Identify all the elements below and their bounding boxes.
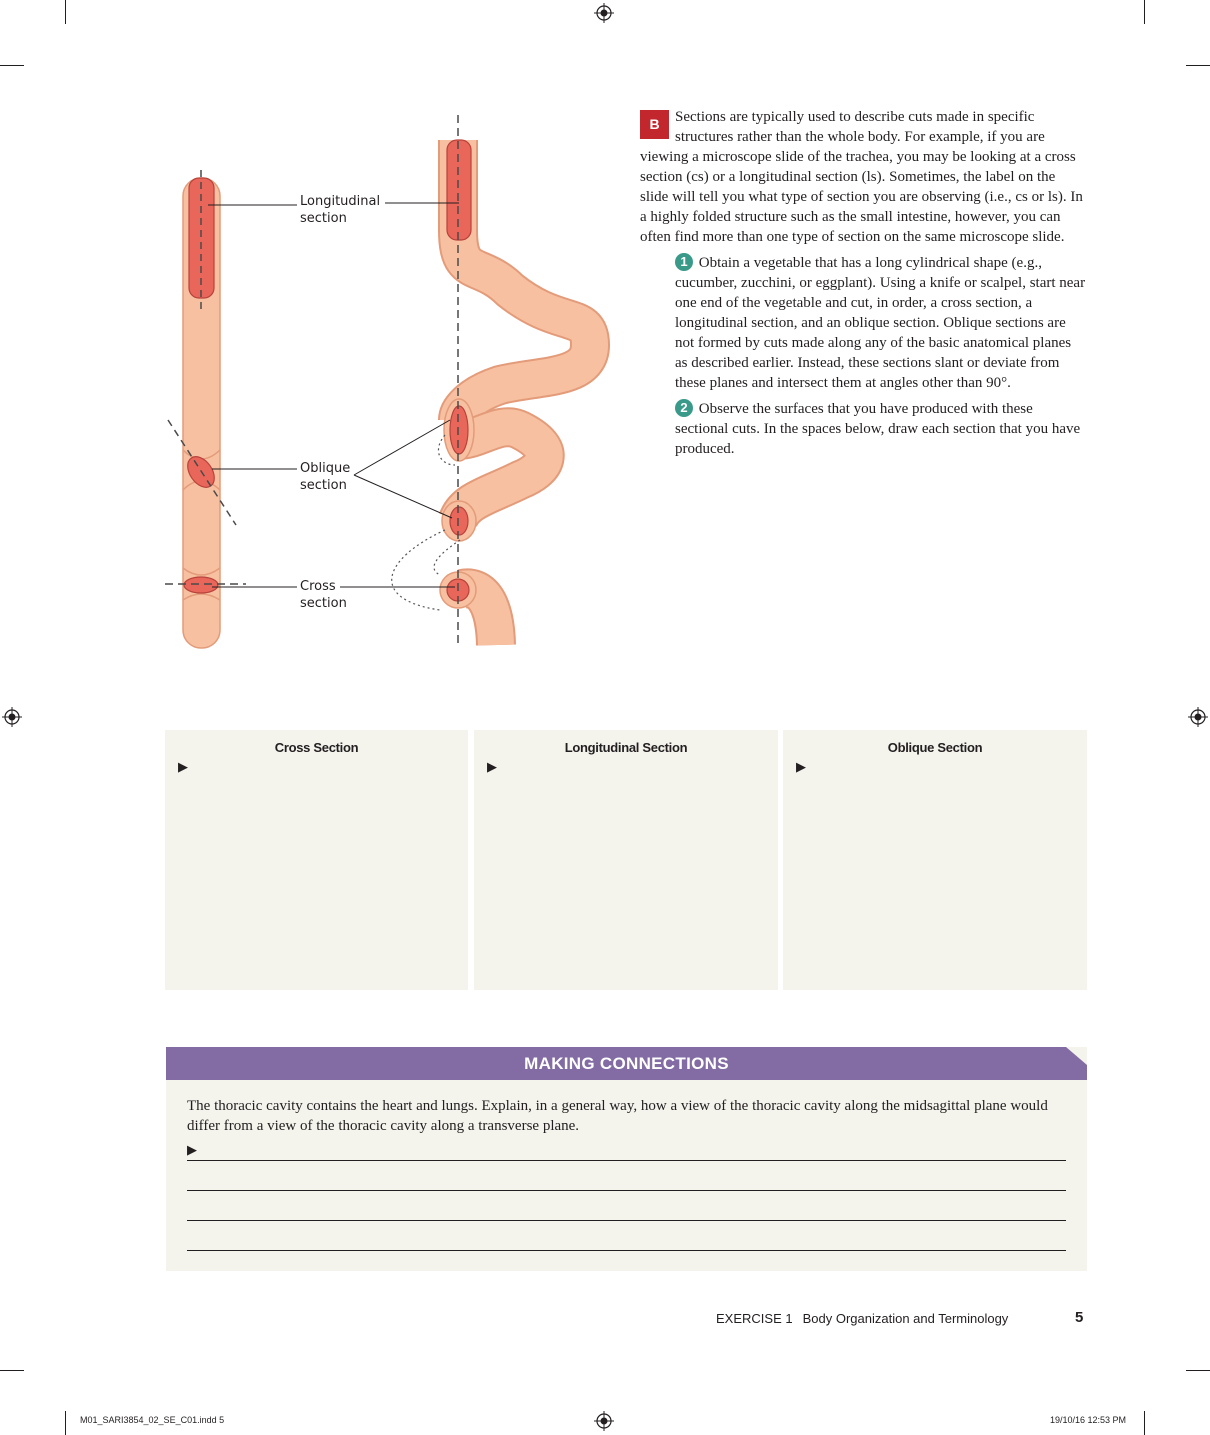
step-number: 1 bbox=[675, 253, 693, 271]
arrow-icon: ▶ bbox=[187, 1143, 197, 1158]
label-line: section bbox=[300, 211, 347, 226]
arrow-icon: ▶ bbox=[487, 760, 497, 775]
straight-tube bbox=[165, 170, 246, 648]
crop-mark bbox=[1144, 1411, 1145, 1435]
making-connections-title: MAKING CONNECTIONS bbox=[524, 1054, 729, 1073]
label-line: Longitudinal bbox=[300, 194, 381, 209]
section-b-intro bbox=[640, 107, 1086, 247]
exercise-label: EXERCISE 1 bbox=[716, 1311, 793, 1326]
crop-mark bbox=[1186, 1370, 1210, 1371]
step-1 bbox=[675, 253, 1086, 393]
page-number: 5 bbox=[1075, 1309, 1084, 1326]
label-line: section bbox=[300, 596, 347, 611]
cross-section-label bbox=[300, 578, 390, 612]
answer-line[interactable] bbox=[187, 1250, 1066, 1251]
answer-line[interactable] bbox=[187, 1220, 1066, 1221]
step-2 bbox=[675, 399, 1086, 459]
label-line: Cross bbox=[300, 579, 336, 594]
crop-mark bbox=[0, 1370, 24, 1371]
arrow-icon: ▶ bbox=[178, 760, 188, 775]
section-b bbox=[640, 107, 1086, 459]
box-title: Longitudinal Section bbox=[564, 740, 688, 755]
section-badge: B bbox=[640, 110, 669, 139]
crop-mark bbox=[1144, 0, 1145, 24]
answer-line[interactable] bbox=[187, 1160, 1066, 1161]
longitudinal-section-label bbox=[300, 193, 390, 227]
box-title: Cross Section bbox=[274, 740, 359, 755]
oblique-section-label bbox=[300, 460, 390, 494]
leader-lines bbox=[208, 203, 459, 587]
crop-mark bbox=[65, 1411, 66, 1435]
step-number: 2 bbox=[675, 399, 693, 417]
registration-mark-icon bbox=[1188, 707, 1208, 727]
sections-figure bbox=[150, 105, 620, 659]
crop-mark bbox=[65, 0, 66, 24]
file-slug: M01_SARI3854_02_SE_C01.indd 5 bbox=[80, 1415, 225, 1425]
longitudinal-section-drawing-box[interactable] bbox=[474, 730, 778, 990]
step-text: Obtain a vegetable that has a long cylindrical shape (e.g., cucumber, zucchini, or eggplant). Using a knife or scalpel, start near one end of the vegetable and cut, in order, a cross section, a longitudinal section, and an oblique section. Oblique sections are not formed by cuts made along any of the basic anatomical planes as described earlier. Instead, these sections slant or deviate from these planes and intersect them at angles other than 90°. bbox=[675, 255, 1086, 391]
oblique-section-drawing-box[interactable] bbox=[783, 730, 1087, 990]
running-footer bbox=[716, 1311, 1008, 1326]
crop-mark bbox=[0, 65, 24, 66]
chapter-title: Body Organization and Terminology bbox=[802, 1311, 1009, 1326]
registration-mark-icon bbox=[2, 707, 22, 727]
question-text: The thoracic cavity contains the heart and lungs. Explain, in a general way, how a view of the thoracic cavity along the midsagittal plane would differ from a view of the thoracic cavity along a transverse plane. bbox=[187, 1098, 1048, 1134]
drawing-boxes bbox=[165, 730, 1087, 990]
intro-text: Sections are typically used to describe cuts made in specific structures rather than the whole body. For example, if you are viewing a microscope slide of the trachea, you may be looking at a cross section (cs) or a longitudinal section (ls). Sometimes, the label on the slide will tell you what type of section you are observing (i.e., cs or ls). In a highly folded structure such as the small intestine, however, you can often find more than one type of section on the same microscope slide. bbox=[640, 109, 1083, 245]
label-line: section bbox=[300, 478, 347, 493]
coiled-tube bbox=[392, 115, 590, 648]
step-text: Observe the surfaces that you have produced with these sectional cuts. In the spaces below, draw each section that you have produced. bbox=[675, 401, 1081, 457]
date-slug: 19/10/16 12:53 PM bbox=[1050, 1415, 1127, 1425]
making-connections-box bbox=[166, 1047, 1087, 1271]
registration-mark-icon bbox=[594, 1411, 614, 1431]
crop-mark bbox=[1186, 65, 1210, 66]
answer-line[interactable] bbox=[187, 1190, 1066, 1191]
cross-section-drawing-box[interactable] bbox=[165, 730, 468, 990]
registration-mark-icon bbox=[594, 3, 614, 23]
box-title: Oblique Section bbox=[887, 740, 983, 755]
arrow-icon: ▶ bbox=[796, 760, 806, 775]
sections-illustration bbox=[150, 105, 620, 655]
label-line: Oblique bbox=[300, 461, 351, 476]
